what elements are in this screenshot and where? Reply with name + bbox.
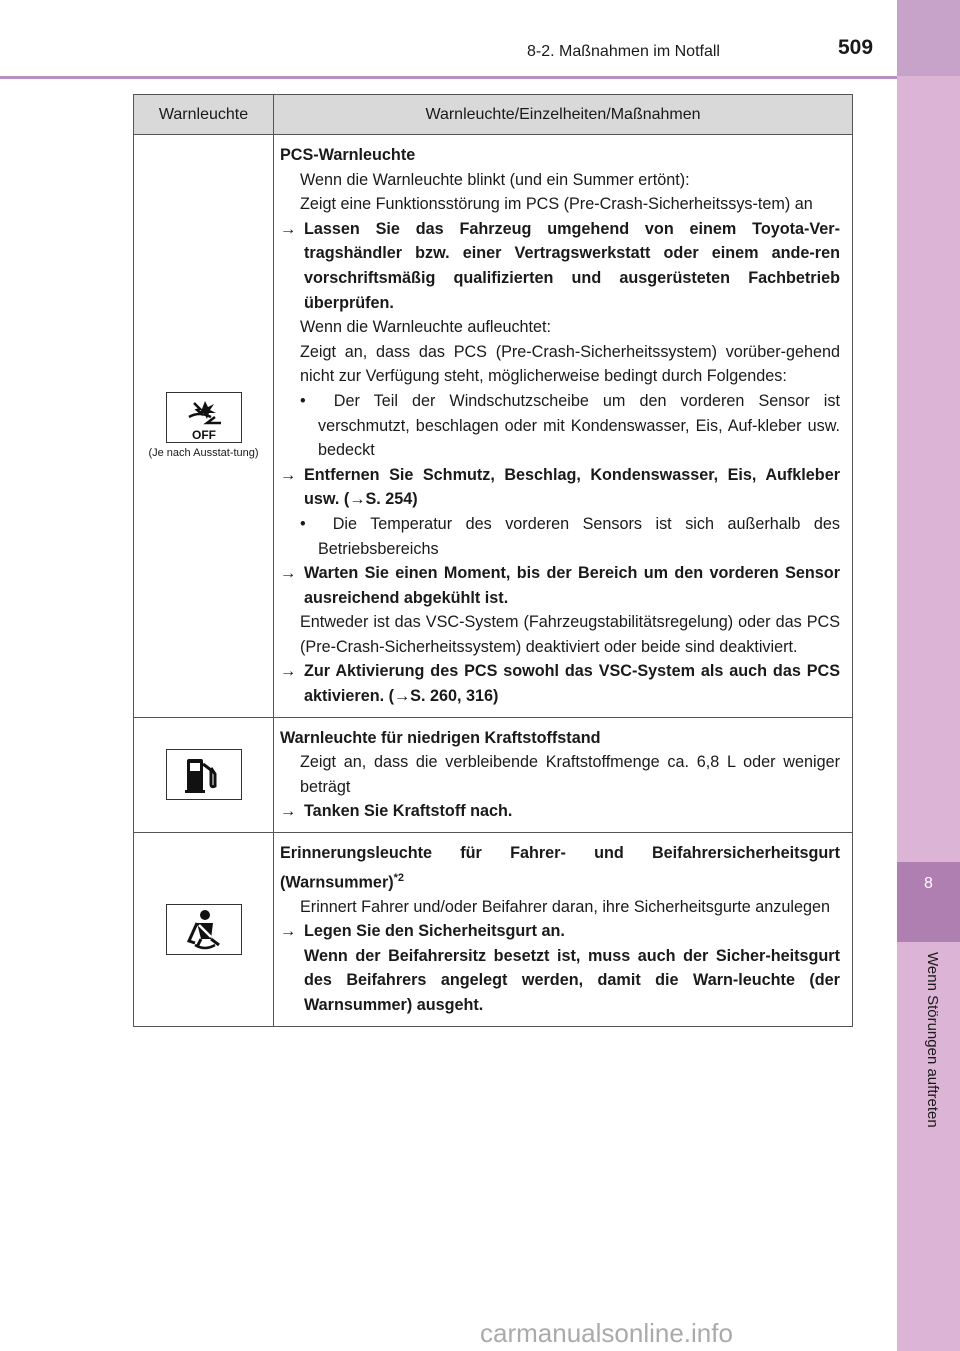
action-label: Warten Sie einen Moment, bis der Bereich um den vorderen Sensor ausreichend abgekühlt ist. bbox=[304, 564, 840, 607]
page-number: 509 bbox=[838, 36, 874, 59]
arrow-icon: → bbox=[280, 465, 297, 484]
action-label: Tanken Sie Kraftstoff nach. bbox=[304, 802, 513, 821]
header-divider bbox=[0, 76, 897, 79]
action-label: Zur Aktivierung des PCS sowohl das VSC-System als auch das PCS aktivieren. (→S. 260, 316) bbox=[304, 662, 840, 706]
action-text bbox=[280, 463, 840, 512]
row-title-text: Erinnerungsleuchte für Fahrer- und Beifahrersicherheitsgurt (Warnsummer) bbox=[280, 844, 840, 892]
description-text: Zeigt eine Funktionsstörung im PCS (Pre-Crash-Sicherheitssys-tem) an bbox=[300, 195, 813, 214]
svg-text:OFF: OFF bbox=[191, 428, 216, 443]
details-cell bbox=[274, 717, 853, 832]
description-text: Entweder ist das VSC-System (Fahrzeugstabilitätsregelung) oder das PCS (Pre-Crash-Sicherheitssystem) deaktiviert oder beide sind deaktiviert. bbox=[300, 613, 840, 656]
icon-cell bbox=[134, 717, 274, 832]
action-text bbox=[280, 217, 840, 315]
action-label: Entfernen Sie Schmutz, Beschlag, Kondenswasser, Eis, Aufkleber usw. (→S. 254) bbox=[304, 465, 840, 509]
bullet-item bbox=[280, 512, 840, 561]
chapter-title: Wenn Störungen auftreten bbox=[924, 952, 941, 1128]
section-title: 8-2. Maßnahmen im Notfall bbox=[527, 43, 720, 60]
table-row bbox=[134, 135, 853, 718]
condition-text: Wenn die Warnleuchte blinkt (und ein Summer ertönt): bbox=[300, 170, 690, 189]
bullet-icon: • bbox=[300, 391, 306, 410]
description-text: Zeigt an, dass das PCS (Pre-Crash-Sicherheitssystem) vorüber-gehend nicht zur Verfügung steht, möglicherweise bedingt durch Folgendes: bbox=[300, 342, 840, 386]
table-header-row bbox=[134, 95, 853, 135]
seatbelt-reminder-icon bbox=[166, 904, 242, 955]
condition-text: Wenn die Warnleuchte aufleuchtet: bbox=[300, 318, 552, 337]
bullet-label: Der Teil der Windschutzscheibe um den vorderen Sensor ist verschmutzt, beschlagen oder mit Kondenswasser, Eis, Auf-kleber usw. bedeckt bbox=[318, 391, 840, 460]
row-title bbox=[280, 841, 840, 895]
action-text bbox=[280, 919, 840, 944]
footer-watermark: carmanualsonline.info bbox=[480, 1318, 733, 1348]
action-continuation: Wenn der Beifahrersitz besetzt ist, muss auch der Sicher-heitsgurt des Beifahrers angelegt werden, damit die Warn-leuchte (der Warnsummer) ausgeht. bbox=[304, 946, 840, 1014]
row-title: PCS-Warnleuchte bbox=[280, 146, 416, 164]
column-header-details: Warnleuchte/Einzelheiten/Maßnahmen bbox=[274, 95, 853, 135]
warning-light-table bbox=[133, 94, 853, 1027]
arrow-icon: → bbox=[280, 802, 297, 821]
arrow-icon: → bbox=[280, 922, 297, 941]
column-header-light: Warnleuchte bbox=[134, 95, 274, 135]
action-label: Legen Sie den Sicherheitsgurt an. bbox=[304, 922, 565, 941]
row-title: Warnleuchte für niedrigen Kraftstoffstand bbox=[280, 728, 601, 747]
description-text: Zeigt an, dass die verbleibende Kraftstoffmenge ca. 6,8 L oder weniger beträgt bbox=[300, 753, 840, 796]
bullet-item bbox=[280, 389, 840, 463]
fuel-pump-icon bbox=[166, 749, 242, 800]
bullet-label: Die Temperatur des vorderen Sensors ist sich außerhalb des Betriebsbereichs bbox=[318, 514, 840, 558]
bullet-icon: • bbox=[300, 514, 306, 533]
action-text bbox=[280, 799, 840, 824]
equipment-note: (Je nach Ausstat-tung) bbox=[148, 447, 259, 460]
details-cell bbox=[274, 833, 853, 1027]
sidebar-top-block bbox=[897, 0, 960, 76]
description-text: Erinnert Fahrer und/oder Beifahrer daran, ihre Sicherheitsgurte anzulegen bbox=[300, 897, 830, 916]
arrow-icon: → bbox=[280, 662, 297, 681]
footnote-marker: *2 bbox=[393, 871, 405, 884]
chapter-number-badge: 8 bbox=[897, 862, 960, 942]
table-row bbox=[134, 717, 853, 832]
action-text bbox=[280, 561, 840, 610]
chapter-sidebar bbox=[897, 0, 960, 1351]
icon-cell bbox=[134, 135, 274, 718]
icon-cell bbox=[134, 833, 274, 1027]
arrow-icon: → bbox=[280, 564, 297, 583]
table-row bbox=[134, 833, 853, 1027]
action-text bbox=[280, 659, 840, 708]
arrow-icon: → bbox=[280, 219, 297, 238]
details-cell bbox=[274, 135, 853, 718]
action-label: Lassen Sie das Fahrzeug umgehend von einem Toyota-Ver-tragshändler bzw. einer Vertragswerkstatt oder einem ande-ren vorschriftsmäßig qualifizierten und ausgerüsteten Fachbetrieb überprüfen. bbox=[304, 219, 840, 312]
pcs-off-warning-icon bbox=[166, 392, 242, 443]
